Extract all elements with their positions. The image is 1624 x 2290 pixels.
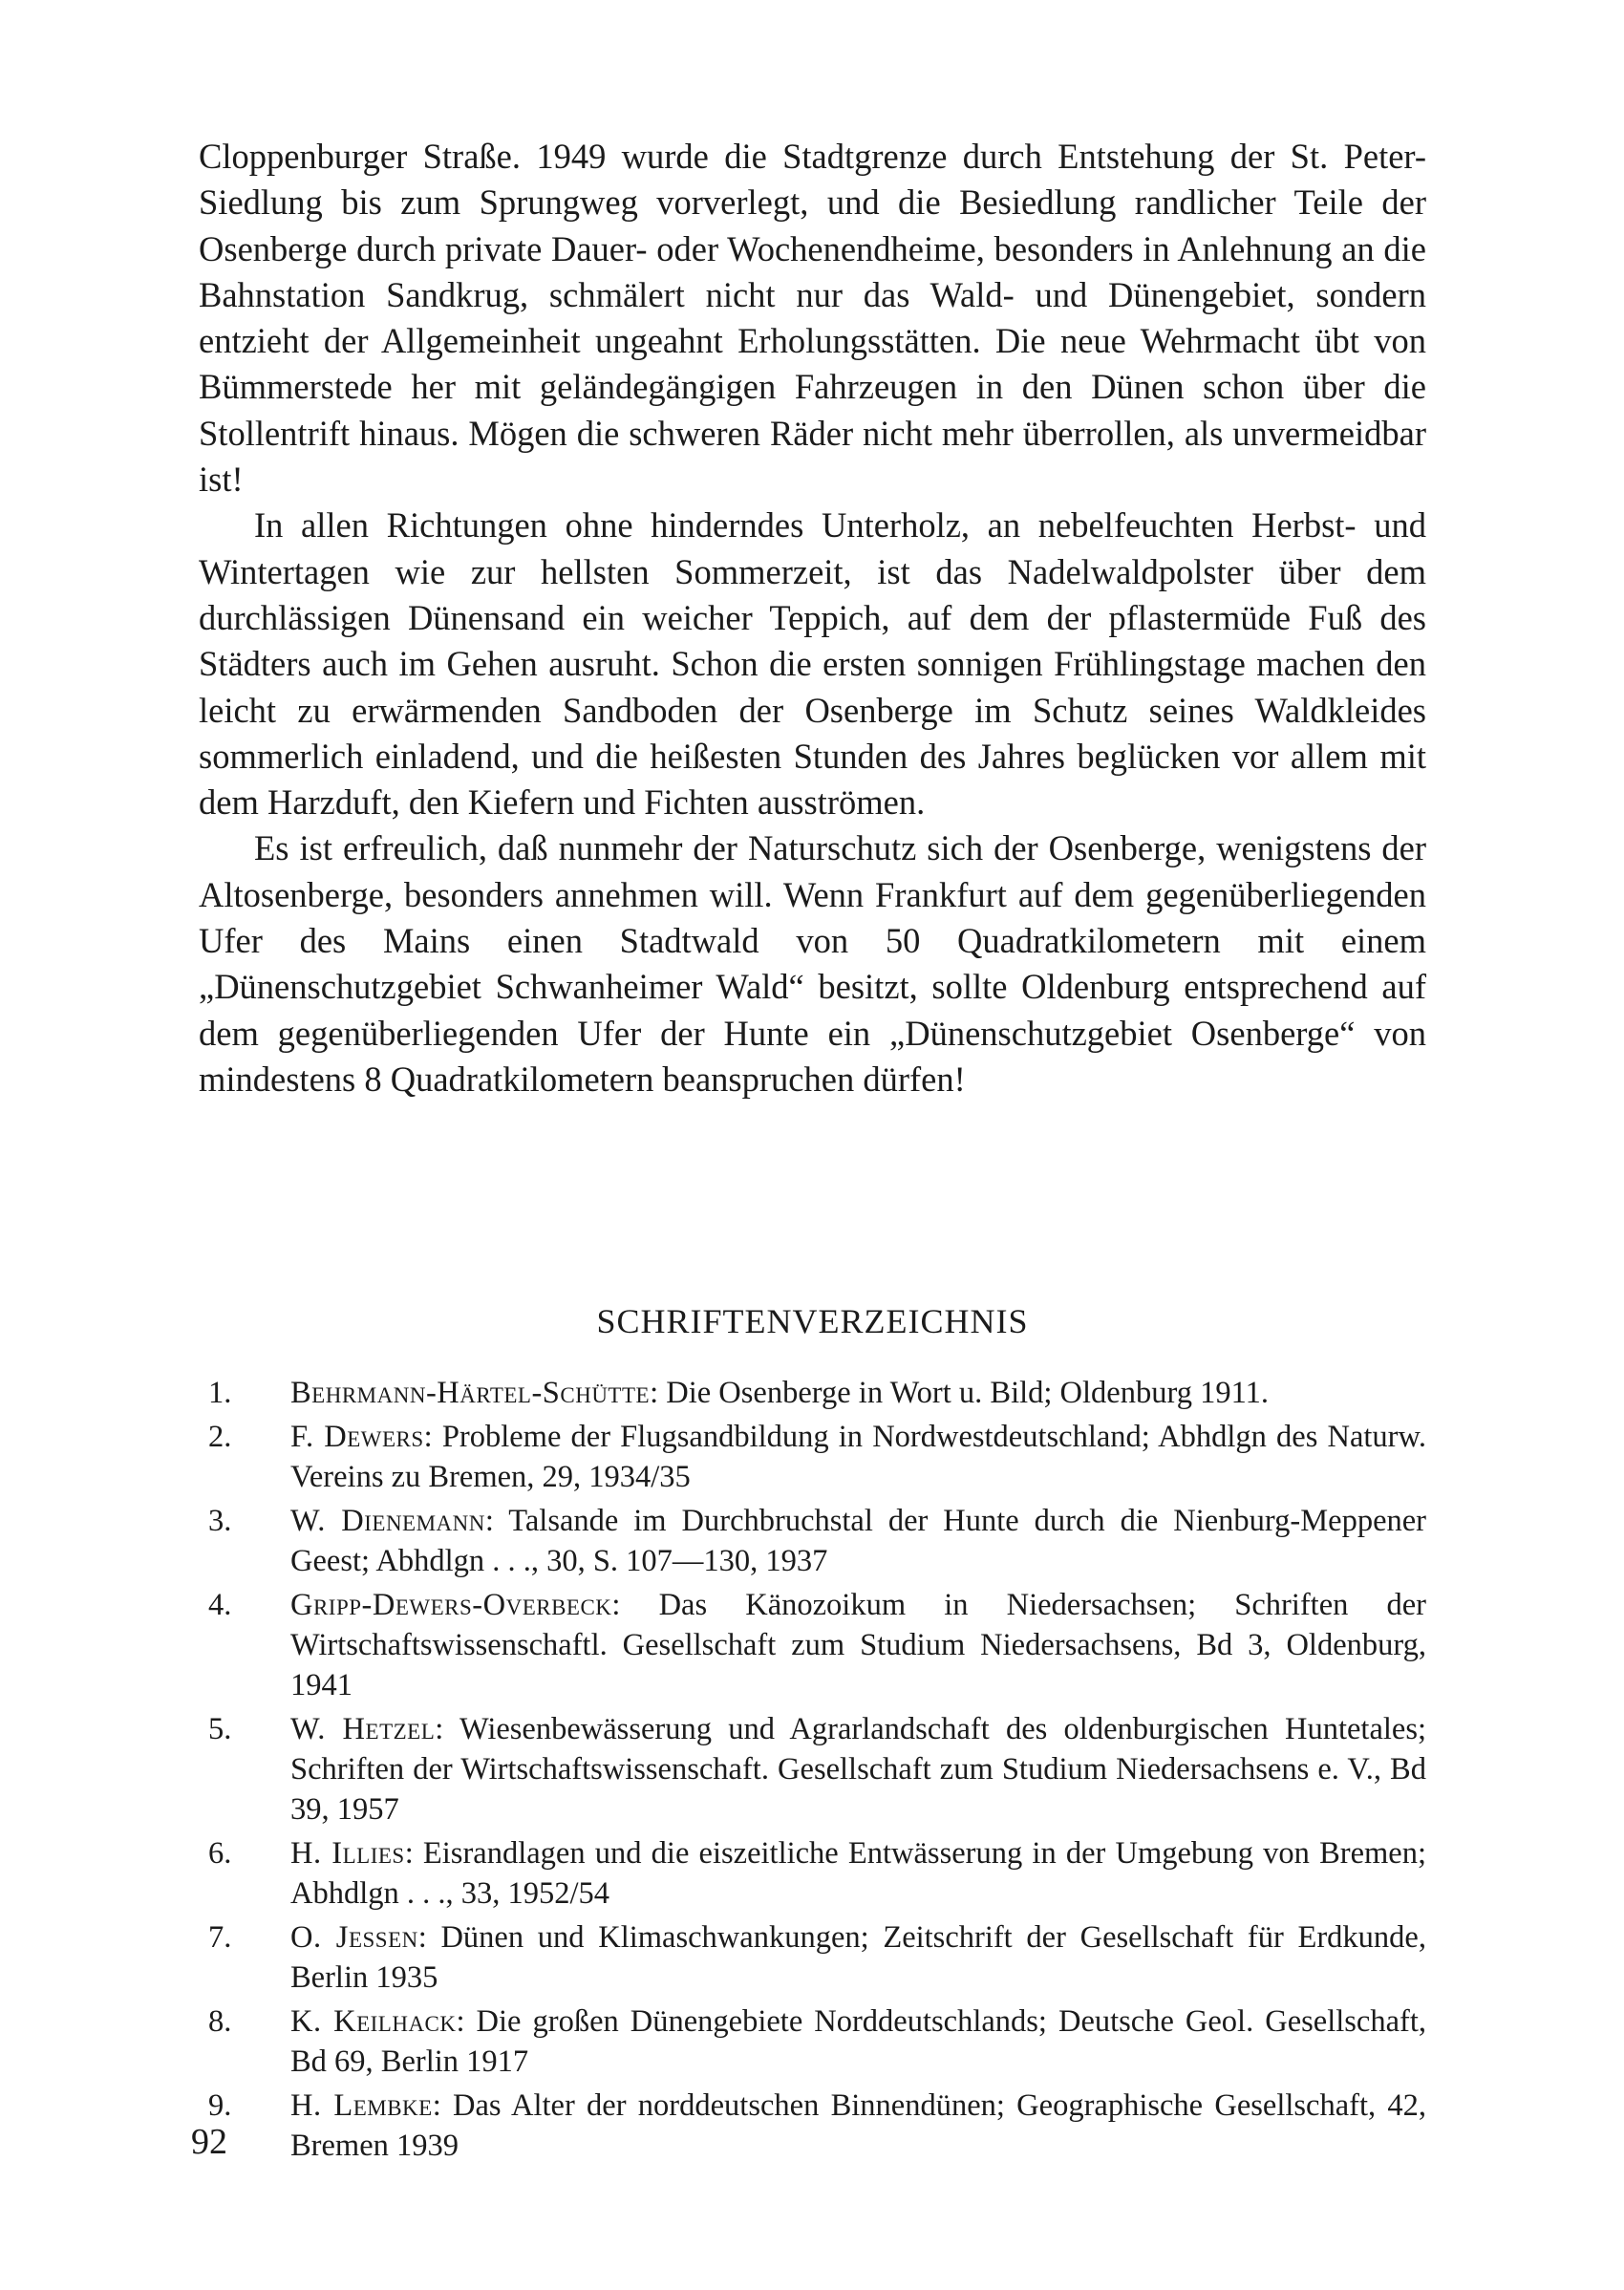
reference-item [199,2001,1426,2082]
section-title: SCHRIFTENVERZEICHNIS [596,1302,1029,1340]
reference-number: 4. [208,1588,232,1622]
reference-author: W. Hetzel [290,1712,436,1746]
paragraph-2: In allen Richtungen ohne hinderndes Unterholz, an nebelfeuchten Herbst- und Wintertagen wie zur hellsten Sommerzeit, ist das Nadelwaldpolster über dem durchlässigen Dünensand ein weicher Teppich, auf dem der pflastermüde Fuß des Städters auch im Gehen ausruht. Schon die ersten sonnigen Frühlingstage machen den leicht zu erwärmenden Sandboden der Osenberge im Schutz seines Waldkleides sommerlich einladend, und die heißesten Stunden des Jahres beglücken vor allem mit dem Harzduft, den Kiefern und Fichten ausströmen. [199,505,1426,823]
reference-number: 8. [208,2004,232,2039]
paragraph-3: Es ist erfreulich, daß nunmehr der Naturschutz sich der Osenberge, wenigstens der Altosenberge, besonders annehmen will. Wenn Frankfurt auf dem gegenüberliegenden Ufer des Mains einen Stadtwald von 50 Quadratkilometern mit einem „Dünenschutzgebiet Schwanheimer Wald“ besitzt, sollte Oldenburg entsprechend auf dem gegenüberliegenden Ufer der Hunte ein „Dünenschutzgebiet Osenberge“ von mindestens 8 Quadratkilometern beanspruchen dürfen! [199,828,1426,1099]
reference-number: 9. [208,2088,232,2123]
reference-item [199,1917,1426,1998]
reference-item [199,1833,1426,1914]
reference-author: W. Dienemann [290,1504,485,1538]
reference-author: O. Jessen [290,1920,418,1955]
reference-author: Gripp-Dewers-Overbeck [290,1588,612,1622]
reference-number: 5. [208,1712,232,1746]
reference-item [199,1417,1426,1497]
reference-text: : Das Alter der norddeutschen Binnendünen; Geographische Gesellschaft, 42, Bremen 1939 [290,2088,1427,2163]
reference-number: 2. [208,1420,232,1454]
reference-author: H. Lembke [290,2088,433,2123]
paragraph-1: Cloppenburger Straße. 1949 wurde die Stadtgrenze durch Entstehung der St. Peter-Siedlung bis zum Sprungweg vorverlegt, und die Besiedlung randlicher Teile der Osenberge durch private Dauer- oder Wochenendheime, besonders in Anlehnung an die Bahnstation Sandkrug, schmälert nicht nur das Wald- und Dünengebiet, sondern entzieht der Allgemeinheit ungeahnt Erholungsstätten. Die neue Wehrmacht übt von Bümmerstede her mit geländegängigen Fahrzeugen in den Dünen schon über die Stollentrift hinaus. Mögen die schweren Räder nicht mehr überrollen, als unvermeidbar ist! [199,137,1426,500]
reference-text: : Die Osenberge in Wort u. Bild; Oldenburg 1911. [650,1376,1269,1410]
reference-text: : Wiesenbewässerung und Agrarlandschaft des oldenburgischen Huntetales; Schriften der Wirtschaftswissenschaft. Gesellschaft zum Studium Niedersachsens e. V., Bd 39, 1957 [290,1712,1426,1827]
reference-text: : Die großen Dünengebiete Norddeutschlands; Deutsche Geol. Gesellschaft, Bd 69, Berlin 1917 [290,2004,1426,2079]
reference-item [199,1373,1426,1413]
reference-number: 6. [208,1836,232,1871]
reference-text: : Probleme der Flugsandbildung in Nordwestdeutschland; Abhdlgn des Naturw. Vereins zu Bremen, 29, 1934/35 [290,1420,1426,1494]
reference-author: K. Keilhack [290,2004,457,2039]
reference-number: 1. [208,1376,232,1410]
reference-author: H. Illies [290,1836,405,1871]
reference-text: : Talsande im Durchbruchstal der Hunte durch die Nienburg-Meppener Geest; Abhdlgn . . ., 30, S. 107—130, 1937 [290,1504,1426,1578]
page-number: 92 [191,2122,227,2162]
reference-item [199,1709,1426,1830]
reference-author: F. Dewers [290,1420,424,1454]
reference-item [199,2086,1426,2166]
reference-item [199,1501,1426,1581]
reference-text: : Eisrandlagen und die eiszeitliche Entwässerung in der Umgebung von Bremen; Abhdlgn . . ., 33, 1952/54 [290,1836,1426,1911]
reference-text: : Dünen und Klimaschwankungen; Zeitschrift der Gesellschaft für Erdkunde, Berlin 1935 [290,1920,1426,1995]
reference-number: 7. [208,1920,232,1955]
reference-number: 3. [208,1504,232,1538]
reference-item [199,1585,1426,1705]
body-text [199,134,1426,1102]
reference-author: Behrmann-Härtel-Schütte [290,1376,651,1410]
reference-list [199,1373,1426,2170]
reference-text: : Das Känozoikum in Niedersachsen; Schriften der Wirtschaftswissenschaftl. Gesellschaft zum Studium Niedersachsens, Bd 3, Oldenburg, 1941 [290,1588,1426,1702]
